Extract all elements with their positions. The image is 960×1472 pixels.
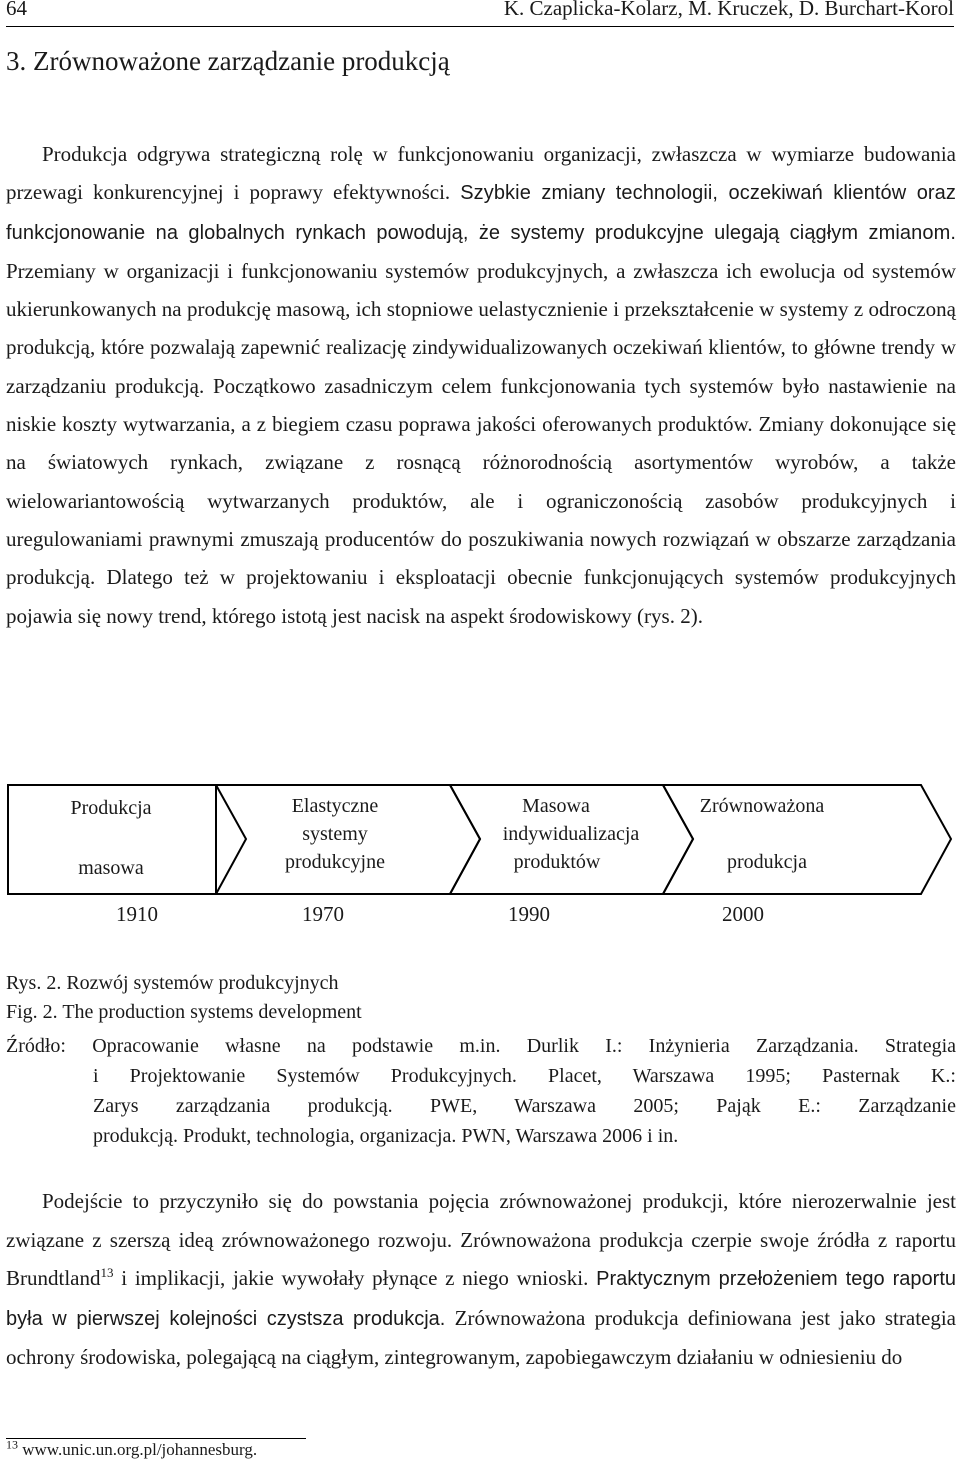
- source-line-4: produkcją. Produkt, technologia, organizacja. PWN, Warszawa 2006 i in.: [93, 1125, 679, 1147]
- figure-source: [6, 1031, 956, 1151]
- header-rule: [6, 26, 954, 27]
- year-1910: 1910: [116, 902, 158, 926]
- stage4-label-line1: Zrównoważona: [699, 795, 825, 817]
- header-authors: K. Czaplicka-Kolarz, M. Kruczek, D. Burchart-Korol: [503, 0, 954, 20]
- p1-part6: Dlatego też w projektowaniu i eksploatacji obecnie funkcjonujących systemów produkcyjnych pojawia się nowy trend, którego istotą jest nacisk na aspekt środowiskowy (rys. 2).: [6, 565, 956, 628]
- stage2-label-line3: produkcyjne: [285, 851, 385, 873]
- source-line-2: i Projektowanie Systemów Produkcyjnych. Placet, Warszawa 1995; Pasternak K.:: [93, 1065, 956, 1087]
- stage2-label: [250, 792, 420, 876]
- p2-part2: Zrównoważona produkcja czerpie swoje źródła z raportu Brundtland: [6, 1227, 957, 1290]
- footnote-rule: [6, 1438, 306, 1439]
- footnote-text: www.unic.un.org.pl/johannesburg.: [22, 1440, 258, 1459]
- stage3-label-line3: produktów: [513, 851, 601, 873]
- p1-part2: Szybkie zmiany technologii, oczekiwań klientów oraz funkcjonowanie na globalnych rynkach powodują, że systemy produkcyjne ulegają ciągłym zmianom.: [6, 182, 956, 244]
- p1-part1: Produkcja odgrywa strategiczną rolę w funkcjonowaniu organizacji, zwłaszcza w wymiarze budowania przewagi konkurencyjnej i poprawy efektywności.: [6, 142, 956, 205]
- p2-part1: Podejście to przyczyniło się do powstania pojęcia zrównoważonej produkcji, które nierozerwalnie jest związane z szerszą ideą zrównoważonego rozwoju.: [6, 1189, 956, 1252]
- figure-production-systems: [6, 782, 956, 932]
- running-header: [6, 0, 954, 26]
- p1-part4: Początkowo zasadniczym celem funkcjonowania tych systemów było nastawienie na niskie koszty wytwarzania, a z biegiem czasu poprawa jakości oferowanych produktów.: [6, 373, 956, 437]
- stage3-label-line1: Masowa: [522, 795, 590, 817]
- body-paragraph-2: [6, 1182, 956, 1377]
- source-line-3: Zarys zarządzania produkcją. PWE, Warszawa 2005; Pająk E.: Zarządzanie: [93, 1095, 956, 1117]
- section-title: 3. Zrównoważone zarządzanie produkcją: [6, 46, 450, 76]
- page-number: 64: [6, 0, 27, 20]
- stage3-label: [481, 792, 661, 876]
- footnote: [6, 1437, 258, 1460]
- stage1-label-line1: Produkcja: [70, 797, 152, 819]
- stage1-label-line2: masowa: [78, 857, 144, 879]
- body-paragraph-1: [6, 135, 956, 635]
- stage3-label-line2: indywidualizacja: [502, 823, 640, 845]
- stage4-label-line2: produkcja: [727, 851, 807, 873]
- figure-caption-en: Fig. 2. The production systems development: [6, 1001, 362, 1023]
- figure-caption-pl: Rys. 2. Rozwój systemów produkcyjnych: [6, 972, 339, 994]
- year-1990: 1990: [508, 902, 550, 926]
- p1-part3: Przemiany w organizacji i funkcjonowaniu systemów produkcyjnych, a zwłaszcza ich ewolucja od systemów ukierunkowanych na produkcję masową, ich stopniowe uelastycznienie i przekształcenie w systemy z odroczoną produkcją, które pozwalają zapewnić realizację zindywidualizowanych oczekiwań klientów, to główne trendy w zarządzaniu produkcją.: [6, 258, 956, 398]
- p1-part5: Zmiany dokonujące się na światowych rynkach, związane z rosnącą różnorodnością asortymentów wyrobów, a także wielowariantowością wytwarzanych produktów, ale i ograniczonością zasobów produkcyjnych i uregulowaniami prawnymi zmuszają producentów do poszukiwania nowych rozwiązań w obszarze zarządzania produkcją.: [6, 412, 957, 590]
- year-2000: 2000: [722, 902, 764, 926]
- p2-part5: Zrównoważona produkcja definiowana jest jako strategia ochrony środowiska, polegającą na ciągłym, zintegrowanym, zapobiegawczym działaniu w odniesieniu do: [6, 1305, 957, 1369]
- p2-part3: i implikacji, jakie wywołały płynące z niego wnioski.: [121, 1266, 589, 1290]
- footnote-number: 13: [6, 1437, 18, 1452]
- year-1970: 1970: [302, 902, 344, 926]
- source-line-1: Źródło: Opracowanie własne na podstawie m.in. Durlik I.: Inżynieria Zarządzania. Strategia: [6, 1035, 956, 1057]
- p2-part4: Praktycznym przełożeniem tego raportu była w pierwszej kolejności czystsza produkcja.: [6, 1268, 957, 1330]
- stage2-label-line2: systemy: [302, 823, 368, 845]
- footnote-reference[interactable]: 13: [100, 1265, 114, 1280]
- stage2-label-line1: Elastyczne: [291, 795, 379, 817]
